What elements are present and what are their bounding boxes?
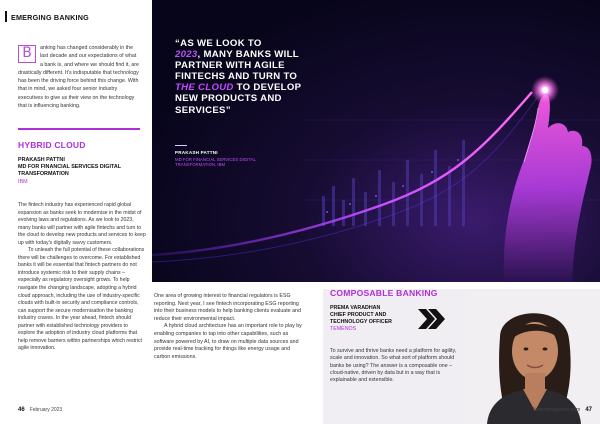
page-number-right: 47 — [585, 407, 592, 413]
footer-right — [533, 407, 592, 413]
hybrid-cloud-body-column2 — [154, 293, 304, 361]
page-number-left: 46 — [18, 407, 25, 413]
composable-banking-heading: COMPOSABLE BANKING — [330, 288, 438, 298]
byline-company: IBM — [18, 178, 28, 185]
composable-byline — [330, 305, 410, 333]
footer-left — [18, 407, 62, 413]
section-tag-bar — [5, 11, 7, 22]
byline-role: CHIEF PRODUCT AND TECHNOLOGY OFFICER — [330, 311, 392, 325]
body-paragraph: The fintech industry has experienced rapid global expansion as banks seek to modernise in the midst of evolving laws and regulations. As we look to 2023, many banks will partner with agile fintechs and turn to the cloud to develop new products and services to keep up with today's digitally savvy customers. — [18, 202, 146, 246]
quote-attribution-role: MD FOR FINANCIAL SERVICES DIGITAL TRANSFORMATION, IBM — [175, 157, 256, 168]
double-chevron-icon — [416, 307, 446, 331]
composable-banking-body: To survive and thrive banks need a platform for agility, scale and innovation. So what sort of platform should banks be using? The answer is a composable one – cloud-native, driven by data but in a way that is explainable and extensible. — [330, 348, 457, 384]
hybrid-cloud-byline — [18, 157, 143, 186]
byline-name: PREMA VARADHAN — [330, 305, 381, 311]
byline-name: PRAKASH PATTNI — [18, 157, 65, 163]
intro-text: anking has changed considerably in the last decade and our expectations of what a bank is, and where we should find it, are drastically different. It's indisputable that technology has been the driving force behind this change. With that in mind, we asked four senior industry executives to give us their view on the technology that is influencing banking. — [18, 45, 139, 110]
quote-attribution-name: PRAKASH PATTNI — [175, 150, 218, 155]
pull-quote — [175, 38, 305, 116]
quote-rule — [175, 145, 187, 146]
body-paragraph: To unleash the full potential of these collaborations there will be challenges to overcome. For established banks it will be essential that fintech partners do not introduce systemic risk to their supply chains – especially as regulatory oversight grows. To help navigate the changing landscape, adopting a hybrid cloud approach, including the use of industry-specific clouds with built-in security and compliance controls, can support the secure modernisation the banking industry craves. In the year ahead, fintech should partner with established technology providers to explore the adoption of industry cloud platforms that help remove barriers within partnerships which restrict agile innovation. — [18, 247, 145, 352]
byline-role: MD FOR FINANCIAL SERVICES DIGITAL TRANSFORMATION — [18, 164, 121, 178]
hybrid-cloud-heading: HYBRID CLOUD — [18, 140, 86, 150]
intro-paragraph — [18, 44, 140, 110]
section-tag: EMERGING BANKING — [11, 13, 89, 22]
quote-open: “AS WE LOOK TO — [175, 38, 262, 49]
section-divider — [18, 128, 140, 130]
dropcap: B — [18, 45, 36, 63]
byline-company: TEMENOS — [330, 325, 357, 332]
body-paragraph: A hybrid cloud architecture has an important role to play by enabling companies to tap into other capabilities, such as software powered by AI, to draw on multiple data sources and provide real-time tracking for things like energy usage and carbon emissions. — [154, 323, 302, 360]
quote-highlight-year: 2023 — [175, 49, 198, 61]
body-paragraph: One area of growing interest to financial regulators is ESG reporting. Next year, I see fintech incorporating ESG reporting into their business models to help banking clients evaluate and reduce their environmental impact. — [154, 293, 301, 322]
quote-highlight-cloud: THE CLOUD — [175, 82, 234, 94]
issue-date: February 2023 — [29, 407, 63, 413]
portrait-photo — [465, 289, 600, 424]
temenos-chevron-logo — [416, 307, 446, 336]
quote-mid: , MANY BANKS WILL PARTNER WITH AGILE FINTECHS AND TURN TO — [175, 49, 299, 83]
hybrid-cloud-body — [18, 202, 146, 353]
site-url: fintechmagazine.com — [533, 407, 581, 413]
quote-end: TO DEVELOP NEW PRODUCTS AND SERVICES” — [175, 82, 302, 116]
portrait-illustration — [465, 289, 600, 424]
